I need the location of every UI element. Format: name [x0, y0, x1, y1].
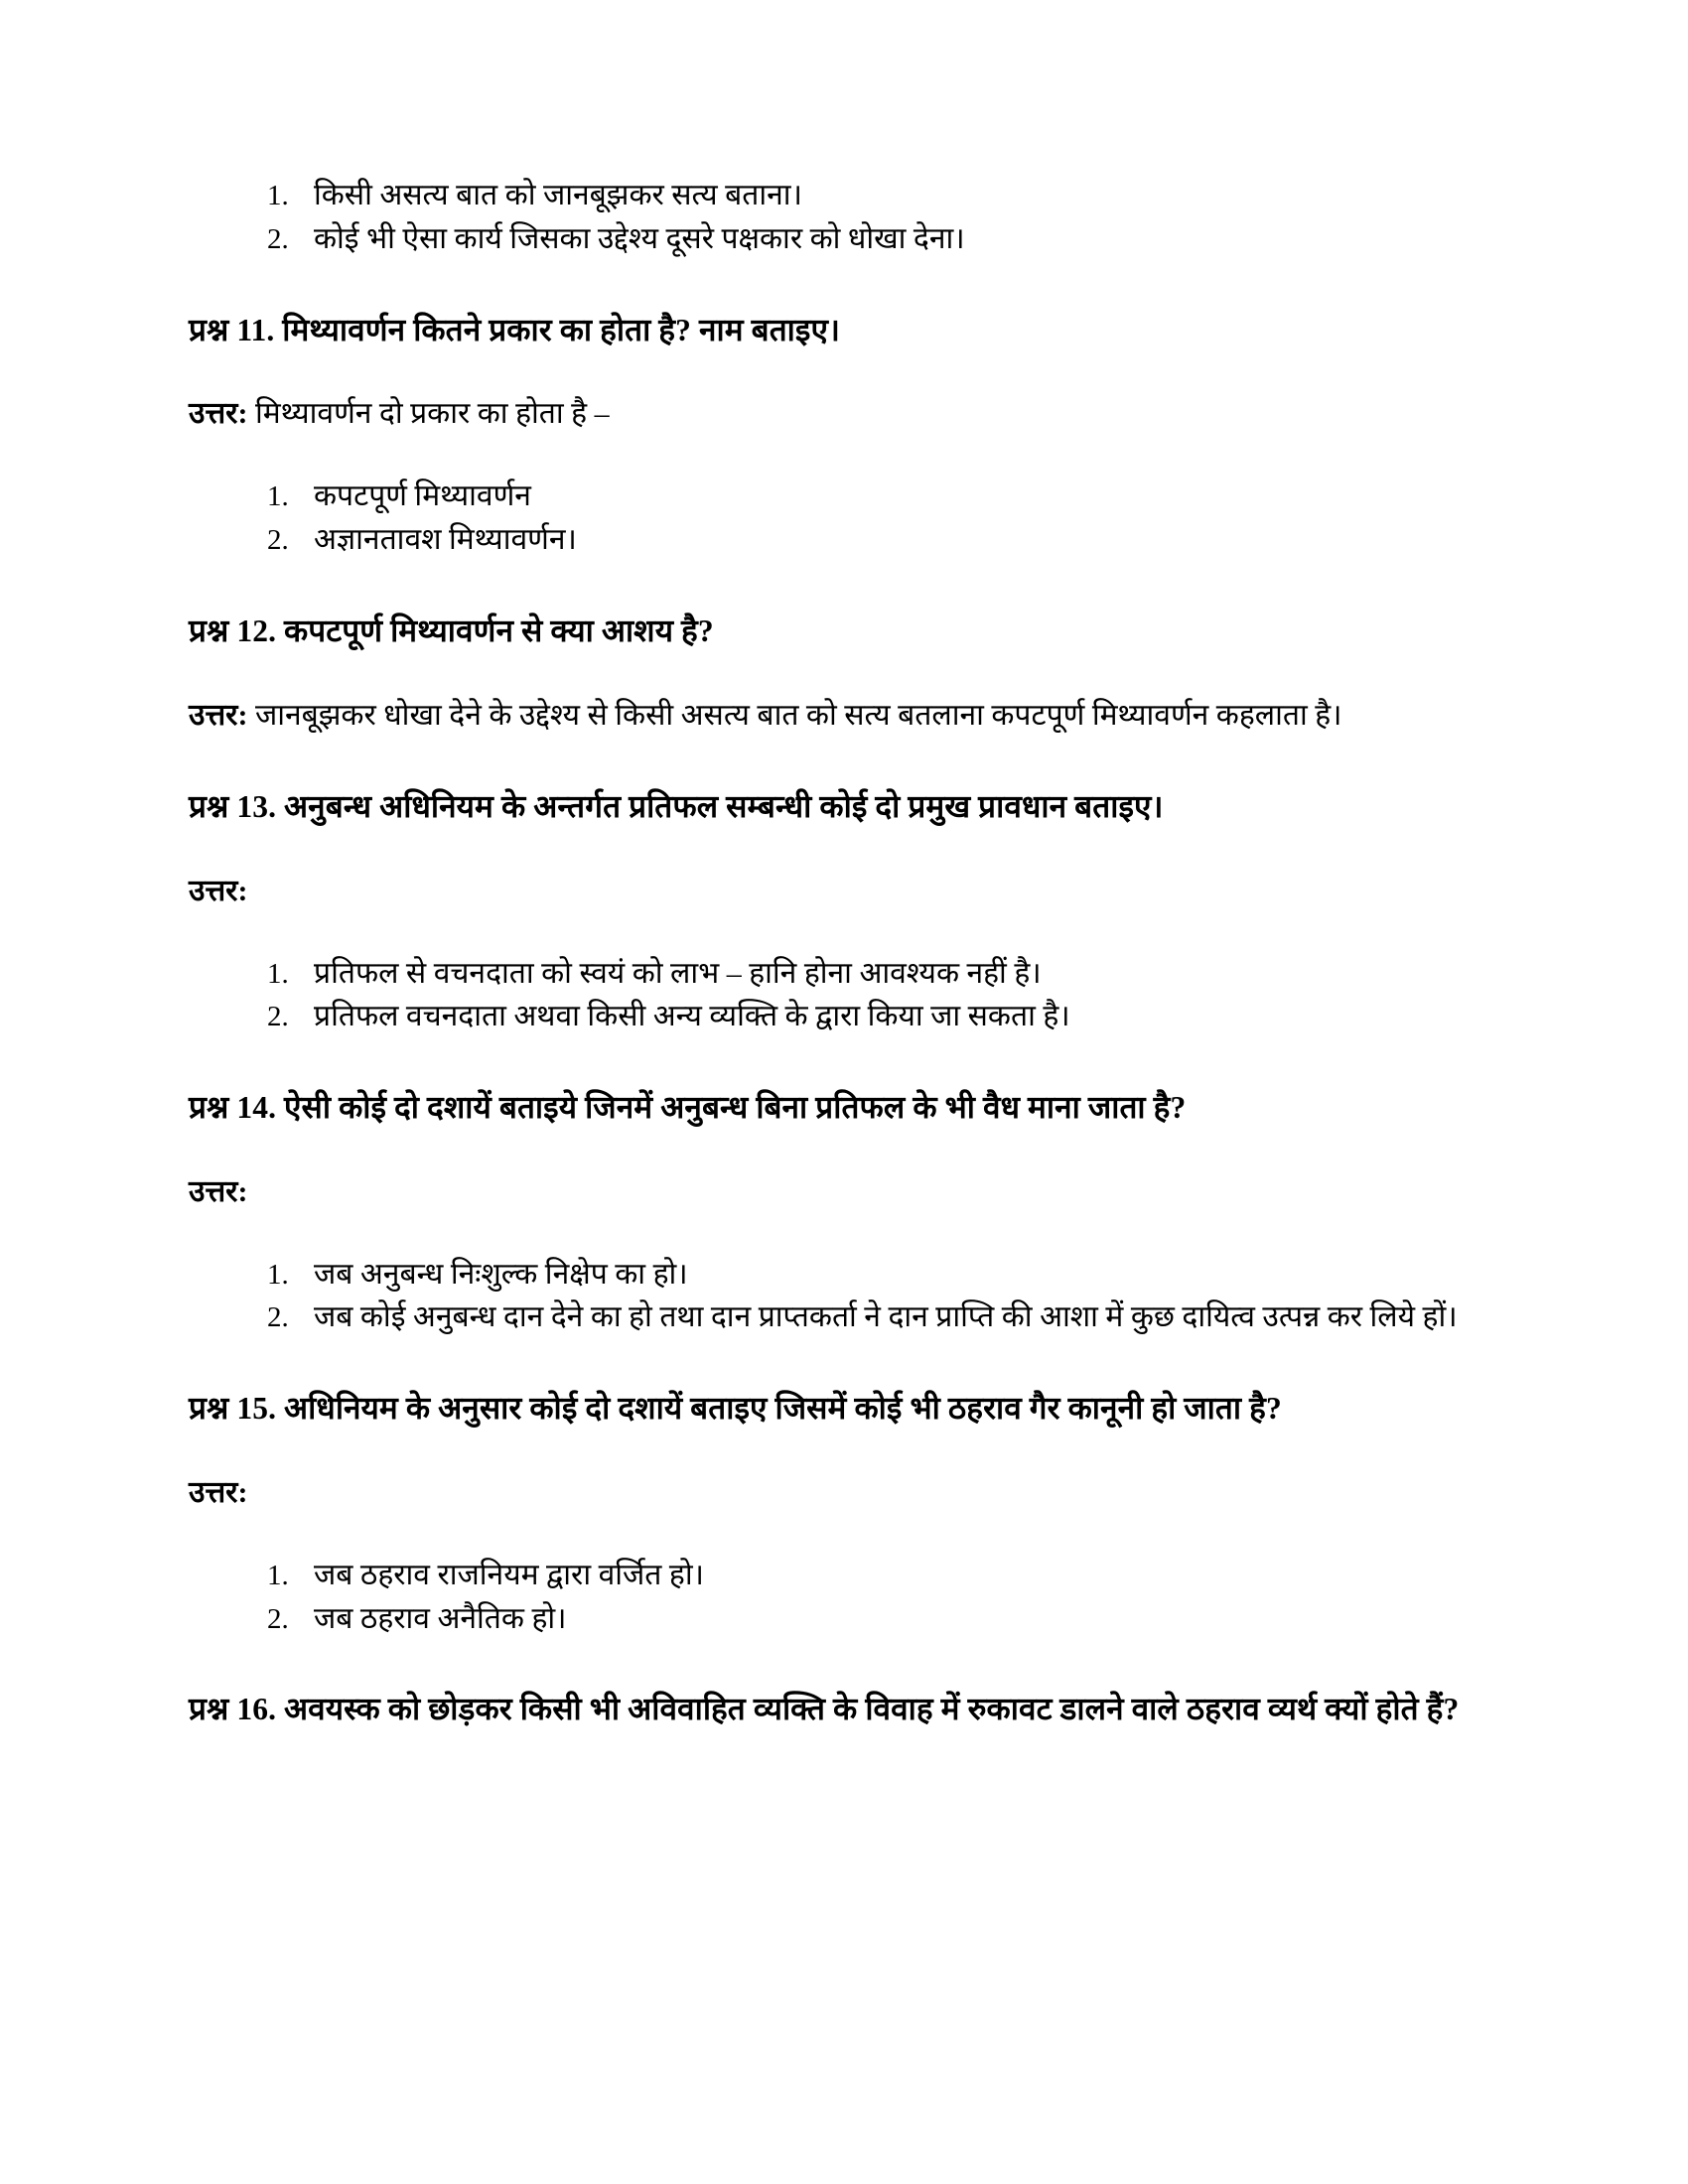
spacer — [189, 1516, 1499, 1554]
answer-list-15 — [189, 1554, 1499, 1641]
answer-list-11 — [189, 475, 1499, 562]
spacer — [189, 914, 1499, 952]
answer-label: उत्तर: — [189, 698, 248, 732]
question-heading-16: प्रश्न 16. अवयस्क को छोड़कर किसी भी अविवाहित व्यक्ति के विवाह में रुकावट डालने वाले ठहराव व्यर्थ क्यों होते हैं? — [189, 1692, 1460, 1727]
intro-list — [189, 174, 1499, 261]
answer-text: मिथ्यावर्णन दो प्रकार का होता है – — [254, 397, 610, 431]
question-heading-15: प्रश्न 15. अधिनियम के अनुसार कोई दो दशायें बताइए जिसमें कोई भी ठहराव गैर कानूनी हो जाता है? — [189, 1391, 1282, 1427]
question-heading-13: प्रश्न 13. अनुबन्ध अधिनियम के अन्तर्गत प्रतिफल सम्बन्धी कोई दो प्रमुख प्रावधान बताइए। — [189, 789, 1164, 825]
answer-list-14 — [189, 1253, 1499, 1340]
answer-label: उत्तर: — [189, 397, 248, 431]
list-item: 1. जब ठहराव राजनियम द्वारा वर्जित हो। — [296, 1554, 1499, 1597]
spacer — [189, 353, 1499, 391]
document-body — [189, 174, 1499, 1733]
list-item: 2. जब ठहराव अनैतिक हो। — [296, 1597, 1499, 1641]
list-item: 1. प्रतिफल से वचनदाता को स्वयं को लाभ – हानि होना आवश्यक नहीं है। — [296, 952, 1499, 996]
answer-label: उत्तर: — [189, 1476, 248, 1510]
question-heading-11: प्रश्न 11. मिथ्यावर्णन कितने प्रकार का होता है? नाम बताइए। — [189, 312, 841, 347]
answer-paragraph-12 — [189, 693, 1499, 739]
spacer — [189, 831, 1499, 869]
list-item: 2. अज्ञानतावश मिथ्यावर्णन। — [296, 518, 1499, 562]
spacer — [189, 1215, 1499, 1253]
answer-list-13 — [189, 952, 1499, 1039]
answer-paragraph-15 — [189, 1470, 1499, 1516]
list-item: 1. जब अनुबन्ध निःशुल्क निक्षेप का हो। — [296, 1253, 1499, 1297]
question-heading-14: प्रश्न 14. ऐसी कोई दो दशायें बताइये जिनमें अनुबन्ध बिना प्रतिफल के भी वैध माना जाता है? — [189, 1090, 1187, 1126]
answer-label: उत्तर: — [189, 1175, 248, 1209]
spacer — [189, 738, 1499, 783]
answer-label: उत्तर: — [189, 875, 248, 907]
spacer — [189, 655, 1499, 693]
spacer — [189, 1433, 1499, 1470]
spacer — [189, 1038, 1499, 1084]
list-item: 1. किसी असत्य बात को जानबूझकर सत्य बताना। — [296, 174, 1499, 217]
answer-paragraph-14 — [189, 1169, 1499, 1215]
list-item: 2. प्रतिफल वचनदाता अथवा किसी अन्य व्यक्ति के द्वारा किया जा सकता है। — [296, 995, 1499, 1038]
spacer — [189, 1132, 1499, 1169]
spacer — [189, 261, 1499, 307]
spacer — [189, 562, 1499, 608]
list-item: 2. कोई भी ऐसा कार्य जिसका उद्देश्य दूसरे पक्षकार को धोखा देना। — [296, 217, 1499, 261]
answer-text: जानबूझकर धोखा देने के उद्देश्य से किसी असत्य बात को सत्य बतलाना कपटपूर्ण मिथ्यावर्णन कहलाता है। — [254, 698, 1342, 732]
spacer — [189, 1339, 1499, 1385]
question-heading-12: प्रश्न 12. कपटपूर्ण मिथ्यावर्णन से क्या आशय है? — [189, 613, 714, 648]
list-item: 1. कपटपूर्ण मिथ्यावर्णन — [296, 475, 1499, 518]
spacer — [189, 1640, 1499, 1686]
answer-paragraph-13 — [189, 869, 1499, 914]
spacer — [189, 437, 1499, 475]
answer-paragraph-11 — [189, 391, 1499, 437]
list-item: 2. जब कोई अनुबन्ध दान देने का हो तथा दान प्राप्तकर्ता ने दान प्राप्ति की आशा में कुछ दायित्व उत्पन्न कर लिये हों। — [296, 1296, 1499, 1339]
